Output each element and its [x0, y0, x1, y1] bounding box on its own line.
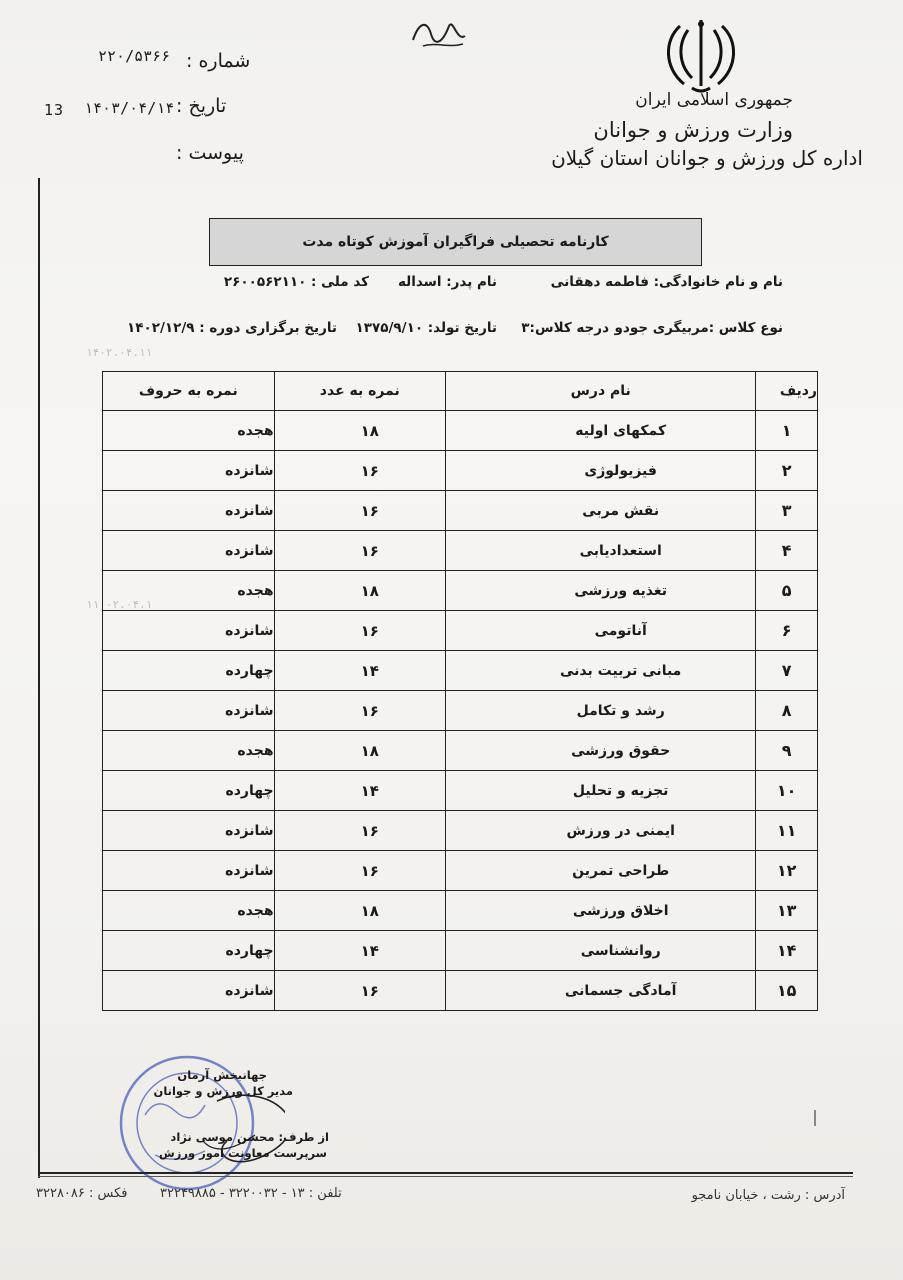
row-idx: ۱۱: [776, 821, 797, 840]
table-row: [103, 691, 818, 731]
row-score-word-cell: [103, 691, 275, 731]
row-course-cell: [446, 971, 756, 1011]
footer-rule: [38, 1172, 853, 1174]
row-score-word-cell: [103, 411, 275, 451]
row-score-num: ۱۶: [360, 621, 379, 640]
row-score-word: چهارده: [225, 662, 274, 679]
margin-tick: [814, 1110, 816, 1126]
row-score-num: ۱۴: [360, 941, 379, 960]
row-score-word-cell: [103, 811, 275, 851]
row-idx: ۲: [781, 461, 792, 480]
row-course-cell: [446, 811, 756, 851]
row-course-cell: [446, 491, 756, 531]
row-score-num: ۱۶: [360, 461, 379, 480]
row-idx-cell: [756, 411, 818, 451]
row-score-word: شانزده: [225, 542, 274, 559]
row-idx-cell: [756, 851, 818, 891]
row-idx-cell: [756, 891, 818, 931]
row-score-num-cell: [274, 531, 445, 571]
row-course-cell: [446, 651, 756, 691]
row-score-word: شانزده: [225, 702, 274, 719]
row-score-word: چهارده: [225, 942, 274, 959]
row-course-cell: [446, 691, 756, 731]
row-score-word-cell: [103, 851, 275, 891]
row-score-num-cell: [274, 931, 445, 971]
student-name: نام و نام خانوادگی: فاطمه دهقانی: [550, 274, 783, 290]
row-score-num-cell: [274, 451, 445, 491]
row-idx: ۴: [781, 541, 792, 560]
row-course: طراحی تمرین: [572, 862, 670, 879]
row-score-num: ۱۴: [360, 781, 379, 800]
row-score-num: ۱۸: [360, 901, 379, 920]
row-idx-cell: [756, 651, 818, 691]
row-score-word: هجده: [237, 582, 274, 599]
row-score-word-cell: [103, 451, 275, 491]
row-course-cell: [446, 891, 756, 931]
row-course: نقش مربی: [582, 502, 660, 519]
table-row: [103, 491, 818, 531]
number-label: شماره :: [186, 50, 251, 72]
row-score-num: ۱۸: [360, 581, 379, 600]
footer-address: آدرس : رشت ، خیابان نامجو: [691, 1188, 845, 1203]
row-course: استعدادیابی: [579, 542, 662, 559]
header-country: جمهوری اسلامی ایران: [635, 90, 793, 110]
row-idx-cell: [756, 771, 818, 811]
row-score-word: هجده: [237, 902, 274, 919]
row-course-cell: [446, 571, 756, 611]
row-score-word: هجده: [237, 742, 274, 759]
row-course: تجزیه و تحلیل: [572, 782, 669, 799]
row-score-word: شانزده: [225, 462, 274, 479]
row-score-word-cell: [103, 571, 275, 611]
row-course: آمادگی جسمانی: [564, 982, 677, 999]
row-score-num-cell: [274, 691, 445, 731]
row-score-num-cell: [274, 771, 445, 811]
row-course: آناتومی: [594, 622, 647, 639]
left-margin-rule: [38, 178, 40, 1178]
row-score-word-cell: [103, 531, 275, 571]
row-idx-cell: [756, 611, 818, 651]
row-score-word: شانزده: [225, 502, 274, 519]
table-row: [103, 411, 818, 451]
number-value: ۲۲۰/۵۳۶۶: [98, 47, 171, 65]
faint-stamp-mark: ۱۴۰۲.۰۴.۱۱: [86, 346, 153, 359]
report-title: کارنامه تحصیلی فراگیران آموزش کوتاه مدت: [209, 218, 702, 266]
row-idx: ۷: [781, 661, 792, 680]
grades-table: [102, 371, 818, 1011]
row-score-num: ۱۶: [360, 501, 379, 520]
by-name: از طرف: محسن موسی نژاد: [170, 1130, 329, 1144]
row-idx: ۳: [781, 501, 792, 520]
table-row: [103, 651, 818, 691]
class-type: نوع کلاس :مربیگری جودو: [614, 320, 783, 336]
class-level: درجه کلاس:۳: [521, 320, 609, 336]
by-title: سرپرست معاونت امور ورزش: [158, 1146, 327, 1160]
row-idx-cell: [756, 531, 818, 571]
row-score-num: ۱۶: [360, 701, 379, 720]
course-date: تاریخ برگزاری دوره : ۱۴۰۲/۱۲/۹: [126, 320, 337, 336]
row-score-num: ۱۸: [360, 741, 379, 760]
row-score-num-cell: [274, 811, 445, 851]
row-idx-cell: [756, 571, 818, 611]
row-score-word-cell: [103, 611, 275, 651]
table-row: [103, 451, 818, 491]
row-idx: ۶: [781, 621, 792, 640]
row-course: فیزیولوژی: [584, 462, 657, 479]
row-score-num-cell: [274, 611, 445, 651]
row-score-num-cell: [274, 891, 445, 931]
national-id: کد ملی : ۲۶۰۰۵۶۲۱۱۰: [223, 274, 369, 290]
row-score-word-cell: [103, 651, 275, 691]
row-score-word: شانزده: [225, 982, 274, 999]
row-score-num-cell: [274, 851, 445, 891]
header-score-num: نمره به عدد: [274, 372, 445, 411]
row-score-num: ۱۶: [360, 861, 379, 880]
row-course-cell: [446, 771, 756, 811]
row-score-word-cell: [103, 491, 275, 531]
header-idx: ردیف: [756, 372, 818, 411]
row-score-word: چهارده: [225, 782, 274, 799]
header-course: نام درس: [446, 372, 756, 411]
row-idx: ۱: [781, 421, 792, 440]
row-score-num-cell: [274, 971, 445, 1011]
row-score-word-cell: [103, 731, 275, 771]
row-course: روانشناسی: [580, 942, 661, 959]
table-row: [103, 531, 818, 571]
row-idx: ۸: [781, 701, 792, 720]
row-idx: ۱۴: [776, 941, 797, 960]
header-score-word: نمره به حروف: [103, 372, 275, 411]
row-score-word-cell: [103, 891, 275, 931]
row-score-word: شانزده: [225, 622, 274, 639]
row-idx: ۱۳: [776, 901, 797, 920]
row-score-num: ۱۶: [360, 821, 379, 840]
row-course: مبانی تربیت بدنی: [560, 662, 682, 679]
grades-body: [103, 411, 818, 1011]
row-score-num-cell: [274, 491, 445, 531]
row-course: اخلاق ورزشی: [572, 902, 669, 919]
footer-rule-thin: [38, 1176, 853, 1177]
table-row: [103, 931, 818, 971]
row-score-word-cell: [103, 771, 275, 811]
date-value: ۱۴۰۳/۰۴/۱۴: [84, 99, 175, 117]
row-course-cell: [446, 851, 756, 891]
header-office: اداره کل ورزش و جوانان استان گیلان: [551, 146, 863, 170]
iran-emblem-icon: [658, 14, 744, 94]
signer-name: جهانبخش آرمان: [177, 1068, 267, 1082]
date-extra: 13: [44, 101, 65, 119]
row-course-cell: [446, 731, 756, 771]
row-course-cell: [446, 531, 756, 571]
row-idx: ۱۰: [776, 781, 797, 800]
faint-stamp-mark-2: ۱۱ ۰۲.۰۴.۱: [86, 598, 153, 611]
row-course: ایمنی در ورزش: [566, 822, 675, 839]
row-idx-cell: [756, 971, 818, 1011]
row-course-cell: [446, 411, 756, 451]
table-row: [103, 971, 818, 1011]
row-score-num-cell: [274, 651, 445, 691]
signer-title: مدیر کل ورزش و جوانان: [153, 1084, 293, 1098]
table-row: [103, 571, 818, 611]
table-row: [103, 731, 818, 771]
row-idx: ۵: [781, 581, 792, 600]
table-header-row: [103, 372, 818, 411]
row-score-num-cell: [274, 731, 445, 771]
row-course: حقوق ورزشی: [571, 742, 671, 759]
row-idx: ۱۲: [776, 861, 797, 880]
row-score-num-cell: [274, 411, 445, 451]
row-score-num-cell: [274, 571, 445, 611]
birth-date: تاریخ تولد: ۱۳۷۵/۹/۱۰: [355, 320, 497, 336]
row-idx-cell: [756, 931, 818, 971]
row-score-word: شانزده: [225, 862, 274, 879]
date-label: تاریخ :: [176, 95, 227, 117]
row-score-word: شانزده: [225, 822, 274, 839]
table-row: [103, 771, 818, 811]
row-idx-cell: [756, 451, 818, 491]
row-score-word: هجده: [237, 422, 274, 439]
row-course-cell: [446, 611, 756, 651]
row-idx-cell: [756, 731, 818, 771]
table-row: [103, 851, 818, 891]
row-course: کمکهای اولیه: [575, 422, 667, 439]
table-row: [103, 811, 818, 851]
row-course: رشد و تکامل: [576, 702, 665, 719]
row-score-num: ۱۶: [360, 981, 379, 1000]
footer-fax: فکس : ۳۲۲۸۰۸۶: [36, 1186, 128, 1201]
father-name: نام پدر: اسداله: [397, 274, 497, 290]
row-score-num: ۱۸: [360, 421, 379, 440]
row-course-cell: [446, 931, 756, 971]
basmeh-handwriting-icon: [405, 12, 475, 52]
row-idx-cell: [756, 491, 818, 531]
row-score-word-cell: [103, 931, 275, 971]
row-score-num: ۱۴: [360, 661, 379, 680]
header-ministry: وزارت ورزش و جوانان: [593, 118, 793, 142]
row-course: تغذیه ورزشی: [574, 582, 667, 599]
table-row: [103, 611, 818, 651]
row-score-num: ۱۶: [360, 541, 379, 560]
table-row: [103, 891, 818, 931]
row-idx: ۹: [781, 741, 792, 760]
attachment-label: پیوست :: [176, 142, 244, 164]
row-idx-cell: [756, 691, 818, 731]
row-idx-cell: [756, 811, 818, 851]
row-course-cell: [446, 451, 756, 491]
row-score-word-cell: [103, 971, 275, 1011]
footer-phone: تلفن : ۱۳ - ۳۲۲۰۰۳۲ - ۳۲۲۴۹۸۸۵: [160, 1186, 342, 1201]
row-idx: ۱۵: [776, 981, 797, 1000]
